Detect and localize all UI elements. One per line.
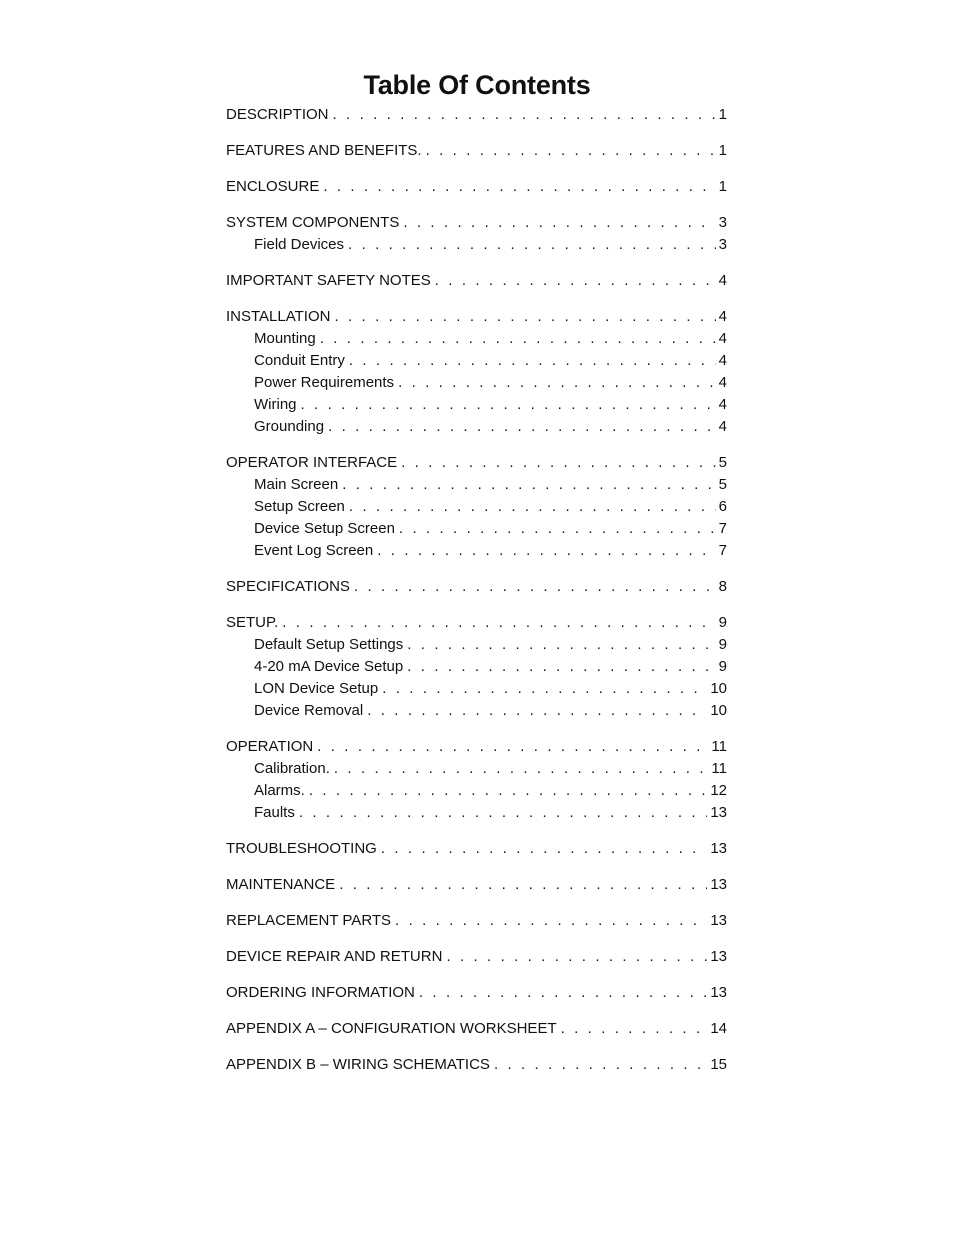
toc-page-number: 8 xyxy=(718,578,727,595)
toc-page-number: 9 xyxy=(718,614,727,631)
toc-subentry[interactable] xyxy=(226,518,727,540)
toc-page-number: 1 xyxy=(718,142,727,159)
toc-entry-label: DESCRIPTION xyxy=(226,106,329,123)
toc-entry-label: INSTALLATION xyxy=(226,308,331,325)
toc-entry[interactable] xyxy=(226,270,727,292)
toc-entry-label: Faults xyxy=(254,804,295,821)
toc-page-number: 9 xyxy=(718,636,727,653)
page-title: Table Of Contents xyxy=(363,70,591,101)
toc-section xyxy=(226,910,727,932)
dot-leader xyxy=(395,910,707,932)
toc-entry[interactable] xyxy=(226,452,727,474)
toc-section xyxy=(226,306,727,438)
toc-entry[interactable] xyxy=(226,946,727,968)
toc-page-number: 3 xyxy=(718,214,727,231)
toc-entry-label: 4-20 mA Device Setup xyxy=(254,658,404,675)
toc-section xyxy=(226,270,727,292)
dot-leader xyxy=(446,946,707,968)
toc-entry-label: OPERATION xyxy=(226,738,314,755)
toc-subentry[interactable] xyxy=(226,678,727,700)
toc-page-number: 13 xyxy=(710,840,727,857)
dot-leader xyxy=(419,982,707,1004)
dot-leader xyxy=(348,234,716,256)
toc-page-number: 4 xyxy=(718,418,727,435)
toc-entry-label: IMPORTANT SAFETY NOTES xyxy=(226,272,431,289)
toc-page-number: 7 xyxy=(718,520,727,537)
toc-entry[interactable] xyxy=(226,212,727,234)
dot-leader xyxy=(382,678,707,700)
dot-leader xyxy=(399,518,716,540)
toc-section xyxy=(226,874,727,896)
toc-subentry[interactable] xyxy=(226,802,727,824)
toc-subentry[interactable] xyxy=(226,700,727,722)
dot-leader xyxy=(342,474,715,496)
toc-entry-label: MAINTENANCE xyxy=(226,876,336,893)
toc-page-number: 5 xyxy=(718,476,727,493)
toc-section xyxy=(226,140,727,162)
toc-entry-label: SYSTEM COMPONENTS xyxy=(226,214,400,231)
dot-leader xyxy=(426,140,716,162)
dot-leader xyxy=(339,874,707,896)
toc-entry-label: REPLACEMENT PARTS xyxy=(226,912,392,929)
toc-entry[interactable] xyxy=(226,874,727,896)
toc-entry-label: APPENDIX B – WIRING SCHEMATICS xyxy=(226,1056,490,1073)
toc-page-number: 1 xyxy=(718,178,727,195)
toc-page-number: 4 xyxy=(718,374,727,391)
toc-page-number: 13 xyxy=(710,876,727,893)
toc-section xyxy=(226,452,727,562)
dot-leader xyxy=(301,394,716,416)
toc-section xyxy=(226,212,727,256)
toc-subentry[interactable] xyxy=(226,394,727,416)
toc-page-number: 13 xyxy=(710,912,727,929)
toc-entry[interactable] xyxy=(226,104,727,126)
toc-entry-label: ENCLOSURE xyxy=(226,178,320,195)
toc-page-number: 4 xyxy=(718,396,727,413)
toc-subentry[interactable] xyxy=(226,496,727,518)
dot-leader xyxy=(334,306,715,328)
toc-section xyxy=(226,104,727,126)
toc-section xyxy=(226,176,727,198)
toc-page-number: 4 xyxy=(718,352,727,369)
toc-subentry[interactable] xyxy=(226,416,727,438)
toc-subentry[interactable] xyxy=(226,350,727,372)
toc-page-number: 3 xyxy=(718,236,727,253)
dot-leader xyxy=(299,802,707,824)
dot-leader xyxy=(435,270,716,292)
toc-section xyxy=(226,946,727,968)
dot-leader xyxy=(354,576,716,598)
toc-entry[interactable] xyxy=(226,612,727,634)
toc-page-number: 15 xyxy=(710,1056,727,1073)
toc-page-number: 5 xyxy=(718,454,727,471)
toc-entry-label: Power Requirements xyxy=(254,374,395,391)
toc-entry-label: Device Removal xyxy=(254,702,364,719)
dot-leader xyxy=(377,540,715,562)
toc-section xyxy=(226,736,727,824)
toc-entry-label: Main Screen xyxy=(254,476,339,493)
toc-page-number: 1 xyxy=(718,106,727,123)
toc-page-number: 4 xyxy=(718,308,727,325)
toc-entry[interactable] xyxy=(226,1018,727,1040)
toc-subentry[interactable] xyxy=(226,540,727,562)
toc-page-number: 9 xyxy=(718,658,727,675)
dot-leader xyxy=(282,612,715,634)
dot-leader xyxy=(561,1018,708,1040)
dot-leader xyxy=(334,758,709,780)
toc-entry-label: Grounding xyxy=(254,418,325,435)
toc-entry[interactable] xyxy=(226,982,727,1004)
toc-entry-label: ORDERING INFORMATION xyxy=(226,984,415,1001)
dot-leader xyxy=(349,350,716,372)
toc-page-number: 14 xyxy=(710,1020,727,1037)
toc-page-number: 4 xyxy=(718,330,727,347)
toc-page-number: 10 xyxy=(710,702,727,719)
toc-entry-label: OPERATOR INTERFACE xyxy=(226,454,398,471)
toc-page-number: 11 xyxy=(711,760,727,777)
toc-page-number: 4 xyxy=(718,272,727,289)
toc-entry-label: SETUP. xyxy=(226,614,279,631)
dot-leader xyxy=(403,212,715,234)
toc-subentry[interactable] xyxy=(226,234,727,256)
toc-entry-label: SPECIFICATIONS xyxy=(226,578,350,595)
dot-leader xyxy=(407,656,715,678)
toc-entry-label: Mounting xyxy=(254,330,316,347)
toc-entry-label: DEVICE REPAIR AND RETURN xyxy=(226,948,443,965)
toc-entry-label: Event Log Screen xyxy=(254,542,374,559)
toc-entry[interactable] xyxy=(226,576,727,598)
table-of-contents xyxy=(226,104,727,1090)
toc-page-number: 10 xyxy=(710,680,727,697)
toc-entry[interactable] xyxy=(226,838,727,860)
dot-leader xyxy=(398,372,716,394)
toc-page-number: 13 xyxy=(710,984,727,1001)
dot-leader xyxy=(317,736,708,758)
toc-entry-label: Default Setup Settings xyxy=(254,636,404,653)
toc-subentry[interactable] xyxy=(226,758,727,780)
toc-entry-label: FEATURES AND BENEFITS. xyxy=(226,142,422,159)
toc-section xyxy=(226,838,727,860)
toc-subentry[interactable] xyxy=(226,328,727,350)
toc-entry-label: Setup Screen xyxy=(254,498,345,515)
dot-leader xyxy=(309,780,707,802)
toc-entry-label: Calibration. xyxy=(254,760,330,777)
dot-leader xyxy=(367,700,707,722)
toc-subentry[interactable] xyxy=(226,372,727,394)
toc-entry[interactable] xyxy=(226,1054,727,1076)
toc-page-number: 6 xyxy=(718,498,727,515)
toc-page-number: 13 xyxy=(710,804,727,821)
toc-section xyxy=(226,1054,727,1076)
toc-section xyxy=(226,612,727,722)
toc-page-number: 13 xyxy=(710,948,727,965)
dot-leader xyxy=(323,176,715,198)
toc-entry[interactable] xyxy=(226,140,727,162)
toc-subentry[interactable] xyxy=(226,634,727,656)
dot-leader xyxy=(407,634,715,656)
toc-page-number: 7 xyxy=(718,542,727,559)
toc-entry-label: Wiring xyxy=(254,396,297,413)
toc-section xyxy=(226,576,727,598)
dot-leader xyxy=(320,328,716,350)
dot-leader xyxy=(381,838,707,860)
toc-entry-label: APPENDIX A – CONFIGURATION WORKSHEET xyxy=(226,1020,557,1037)
toc-entry-label: Conduit Entry xyxy=(254,352,345,369)
toc-entry-label: TROUBLESHOOTING xyxy=(226,840,377,857)
toc-entry-label: LON Device Setup xyxy=(254,680,379,697)
dot-leader xyxy=(494,1054,707,1076)
toc-entry[interactable] xyxy=(226,736,727,758)
toc-subentry[interactable] xyxy=(226,474,727,496)
toc-page-number: 12 xyxy=(710,782,727,799)
toc-entry-label: Alarms. xyxy=(254,782,305,799)
toc-section xyxy=(226,982,727,1004)
toc-entry-label: Field Devices xyxy=(254,236,345,253)
dot-leader xyxy=(349,496,716,518)
dot-leader xyxy=(328,416,716,438)
dot-leader xyxy=(401,452,716,474)
toc-entry[interactable] xyxy=(226,176,727,198)
toc-subentry[interactable] xyxy=(226,656,727,678)
toc-page-number: 11 xyxy=(711,738,727,755)
dot-leader xyxy=(333,104,716,126)
toc-entry-label: Device Setup Screen xyxy=(254,520,395,537)
toc-section xyxy=(226,1018,727,1040)
toc-entry[interactable] xyxy=(226,910,727,932)
toc-entry[interactable] xyxy=(226,306,727,328)
toc-subentry[interactable] xyxy=(226,780,727,802)
